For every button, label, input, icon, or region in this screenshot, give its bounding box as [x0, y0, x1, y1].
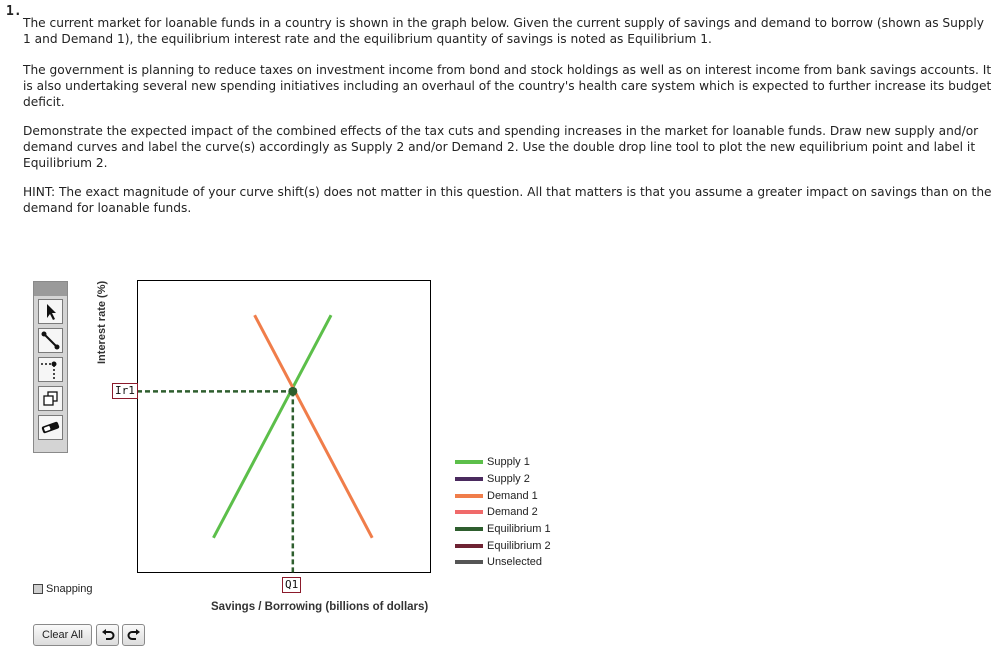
legend-item-unselected[interactable] [455, 554, 551, 571]
legend-label: Demand 1 [487, 489, 538, 502]
legend-label: Unselected [487, 556, 543, 569]
y-axis-label: Interest rate (%) [96, 280, 108, 364]
legend-label: Supply 2 [487, 473, 530, 486]
clear-all-button[interactable]: Clear All [33, 624, 92, 646]
legend-swatch [455, 477, 483, 481]
legend-swatch [455, 510, 483, 514]
question-number: 1. [6, 4, 22, 19]
legend-item-supply-1[interactable] [455, 454, 551, 471]
equilibrium-1-point[interactable] [288, 387, 297, 396]
question-paragraph: Demonstrate the expected impact of the combined effects of the tax cuts and spending increases in the market for loanable funds. Draw new supply and/or demand curves and label the curve(s) accordingly as Supply 2 and/or Demand 2. Use the double drop line tool to plot the new equilibrium point and label it Equilibrium 2. [23, 124, 979, 170]
question-paragraph: The government is planning to reduce taxes on investment income from bond and stock holdings as well as on interest income from bank savings accounts. It is also undertaking several new spending initiatives including an overhaul of the country's health care system which is expected to further increase its budget deficit. [23, 63, 992, 109]
legend-swatch [455, 560, 483, 564]
legend-swatch [455, 494, 483, 498]
legend-item-demand-2[interactable] [455, 504, 551, 521]
snapping-checkbox[interactable] [33, 584, 43, 594]
legend-item-equilibrium-1[interactable] [455, 521, 551, 538]
legend-swatch [455, 544, 483, 548]
legend-swatch [455, 527, 483, 531]
equilibrium-rate-label[interactable]: Ir1 [112, 383, 138, 399]
snapping-label: Snapping [46, 583, 93, 595]
question-paragraph: The current market for loanable funds in a country is shown in the graph below. Given the current supply of savings and demand to borrow (shown as Supply 1 and Demand 1), the equilibrium interest rate and the equilibrium quantity of savings is noted as Equilibrium 1. [23, 16, 984, 46]
legend-item-supply-2[interactable] [455, 471, 551, 488]
legend-item-equilibrium-2[interactable] [455, 537, 551, 554]
undo-icon [101, 628, 115, 642]
legend-label: Supply 1 [487, 456, 530, 469]
redo-button[interactable] [122, 624, 145, 646]
redo-icon [127, 628, 141, 642]
legend-swatch [455, 460, 483, 464]
legend-label: Equilibrium 1 [487, 523, 551, 536]
legend-label: Demand 2 [487, 506, 538, 519]
curve-legend [455, 454, 551, 571]
snapping-toggle[interactable] [33, 583, 93, 595]
legend-item-demand-1[interactable] [455, 487, 551, 504]
x-axis-label: Savings / Borrowing (billions of dollars) [211, 601, 429, 613]
legend-label: Equilibrium 2 [487, 539, 551, 552]
equilibrium-quantity-label[interactable]: Q1 [282, 577, 301, 593]
hint-paragraph: HINT: The exact magnitude of your curve shift(s) does not matter in this question. All that matters is that you assume a greater impact on savings than on the demand for loanable funds. [23, 185, 992, 215]
undo-button[interactable] [96, 624, 119, 646]
